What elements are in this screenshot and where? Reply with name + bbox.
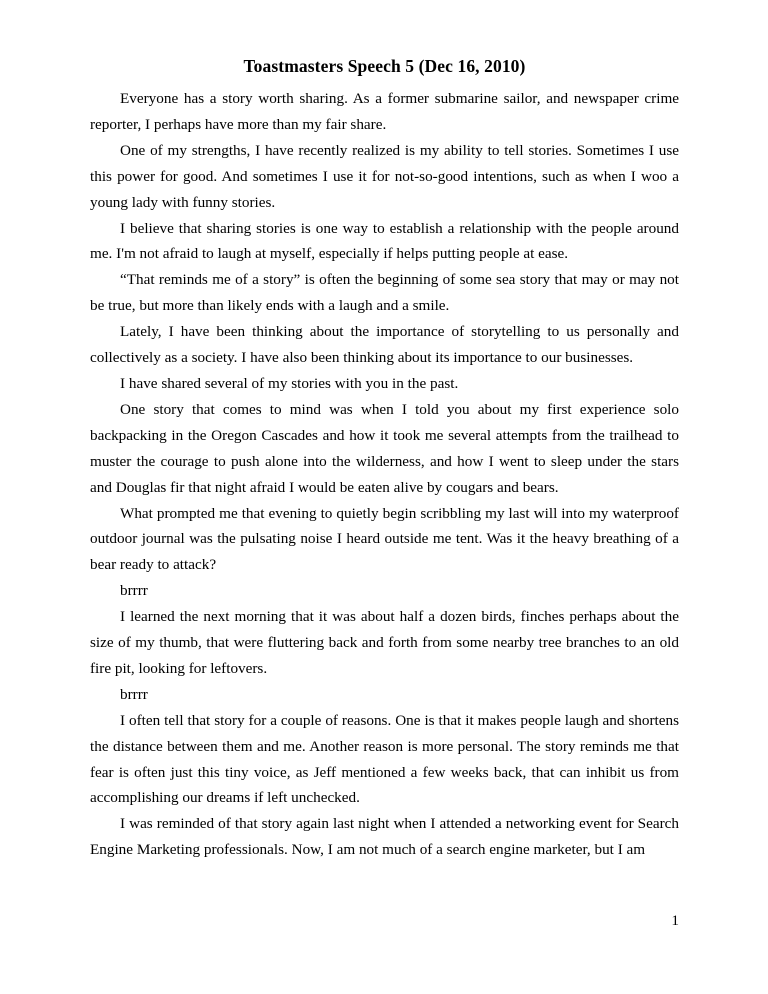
body-paragraph: One story that comes to mind was when I told you about my first experience solo backpacking in the Oregon Cascades and how it took me several attempts from the trailhead to muster the courage to push alone into the wilderness, and how I went to sleep under the stars and Douglas fir that night afraid I would be eaten alive by cougars and bears.	[90, 400, 679, 496]
body-paragraph: What prompted me that evening to quietly begin scribbling my last will into my waterproof outdoor journal was the pulsating noise I heard outside me tent. Was it the heavy breathing of a bear ready to attack?	[90, 504, 679, 574]
body-paragraph: Lately, I have been thinking about the importance of storytelling to us personally and collectively as a society. I have also been thinking about its importance to our businesses.	[90, 323, 679, 367]
page-title: Toastmasters Speech 5 (Dec 16, 2010)	[243, 55, 526, 76]
body-paragraph: brrrr	[120, 582, 148, 600]
body-paragraph: I often tell that story for a couple of reasons. One is that it makes people laugh and shortens the distance between them and me. Another reason is more personal. The story reminds me that fear is often just this tiny voice, as Jeff mentioned a few weeks back, that can inhibit us from accomplishing our dreams if left unchecked.	[90, 711, 679, 807]
body-paragraph: brrrr	[120, 685, 148, 703]
body-paragraph: I was reminded of that story again last night when I attended a networking event for Search Engine Marketing professionals. Now, I am not much of a search engine marketer, but I am	[90, 815, 679, 859]
body-paragraph: One of my strengths, I have recently realized is my ability to tell stories. Sometimes I use this power for good. And sometimes I use it for not-so-good intentions, such as when I woo a young lady with funny stories.	[90, 141, 679, 211]
body-paragraph: Everyone has a story worth sharing. As a former submarine sailor, and newspaper crime reporter, I perhaps have more than my fair share.	[90, 90, 679, 133]
document-body	[90, 86, 679, 863]
body-paragraph: I believe that sharing stories is one way to establish a relationship with the people around me. I'm not afraid to laugh at myself, especially if helps putting people at ease.	[90, 219, 679, 263]
body-paragraph: I have shared several of my stories with you in the past.	[120, 374, 459, 392]
body-paragraph: I learned the next morning that it was about half a dozen birds, finches perhaps about the size of my thumb, that were fluttering back and forth from some nearby tree branches to an old fire pit, looking for leftovers.	[90, 608, 679, 677]
page-number: 1	[671, 912, 679, 929]
body-paragraph: “That reminds me of a story” is often the beginning of some sea story that may or may not be true, but more than likely ends with a laugh and a smile.	[90, 271, 679, 315]
